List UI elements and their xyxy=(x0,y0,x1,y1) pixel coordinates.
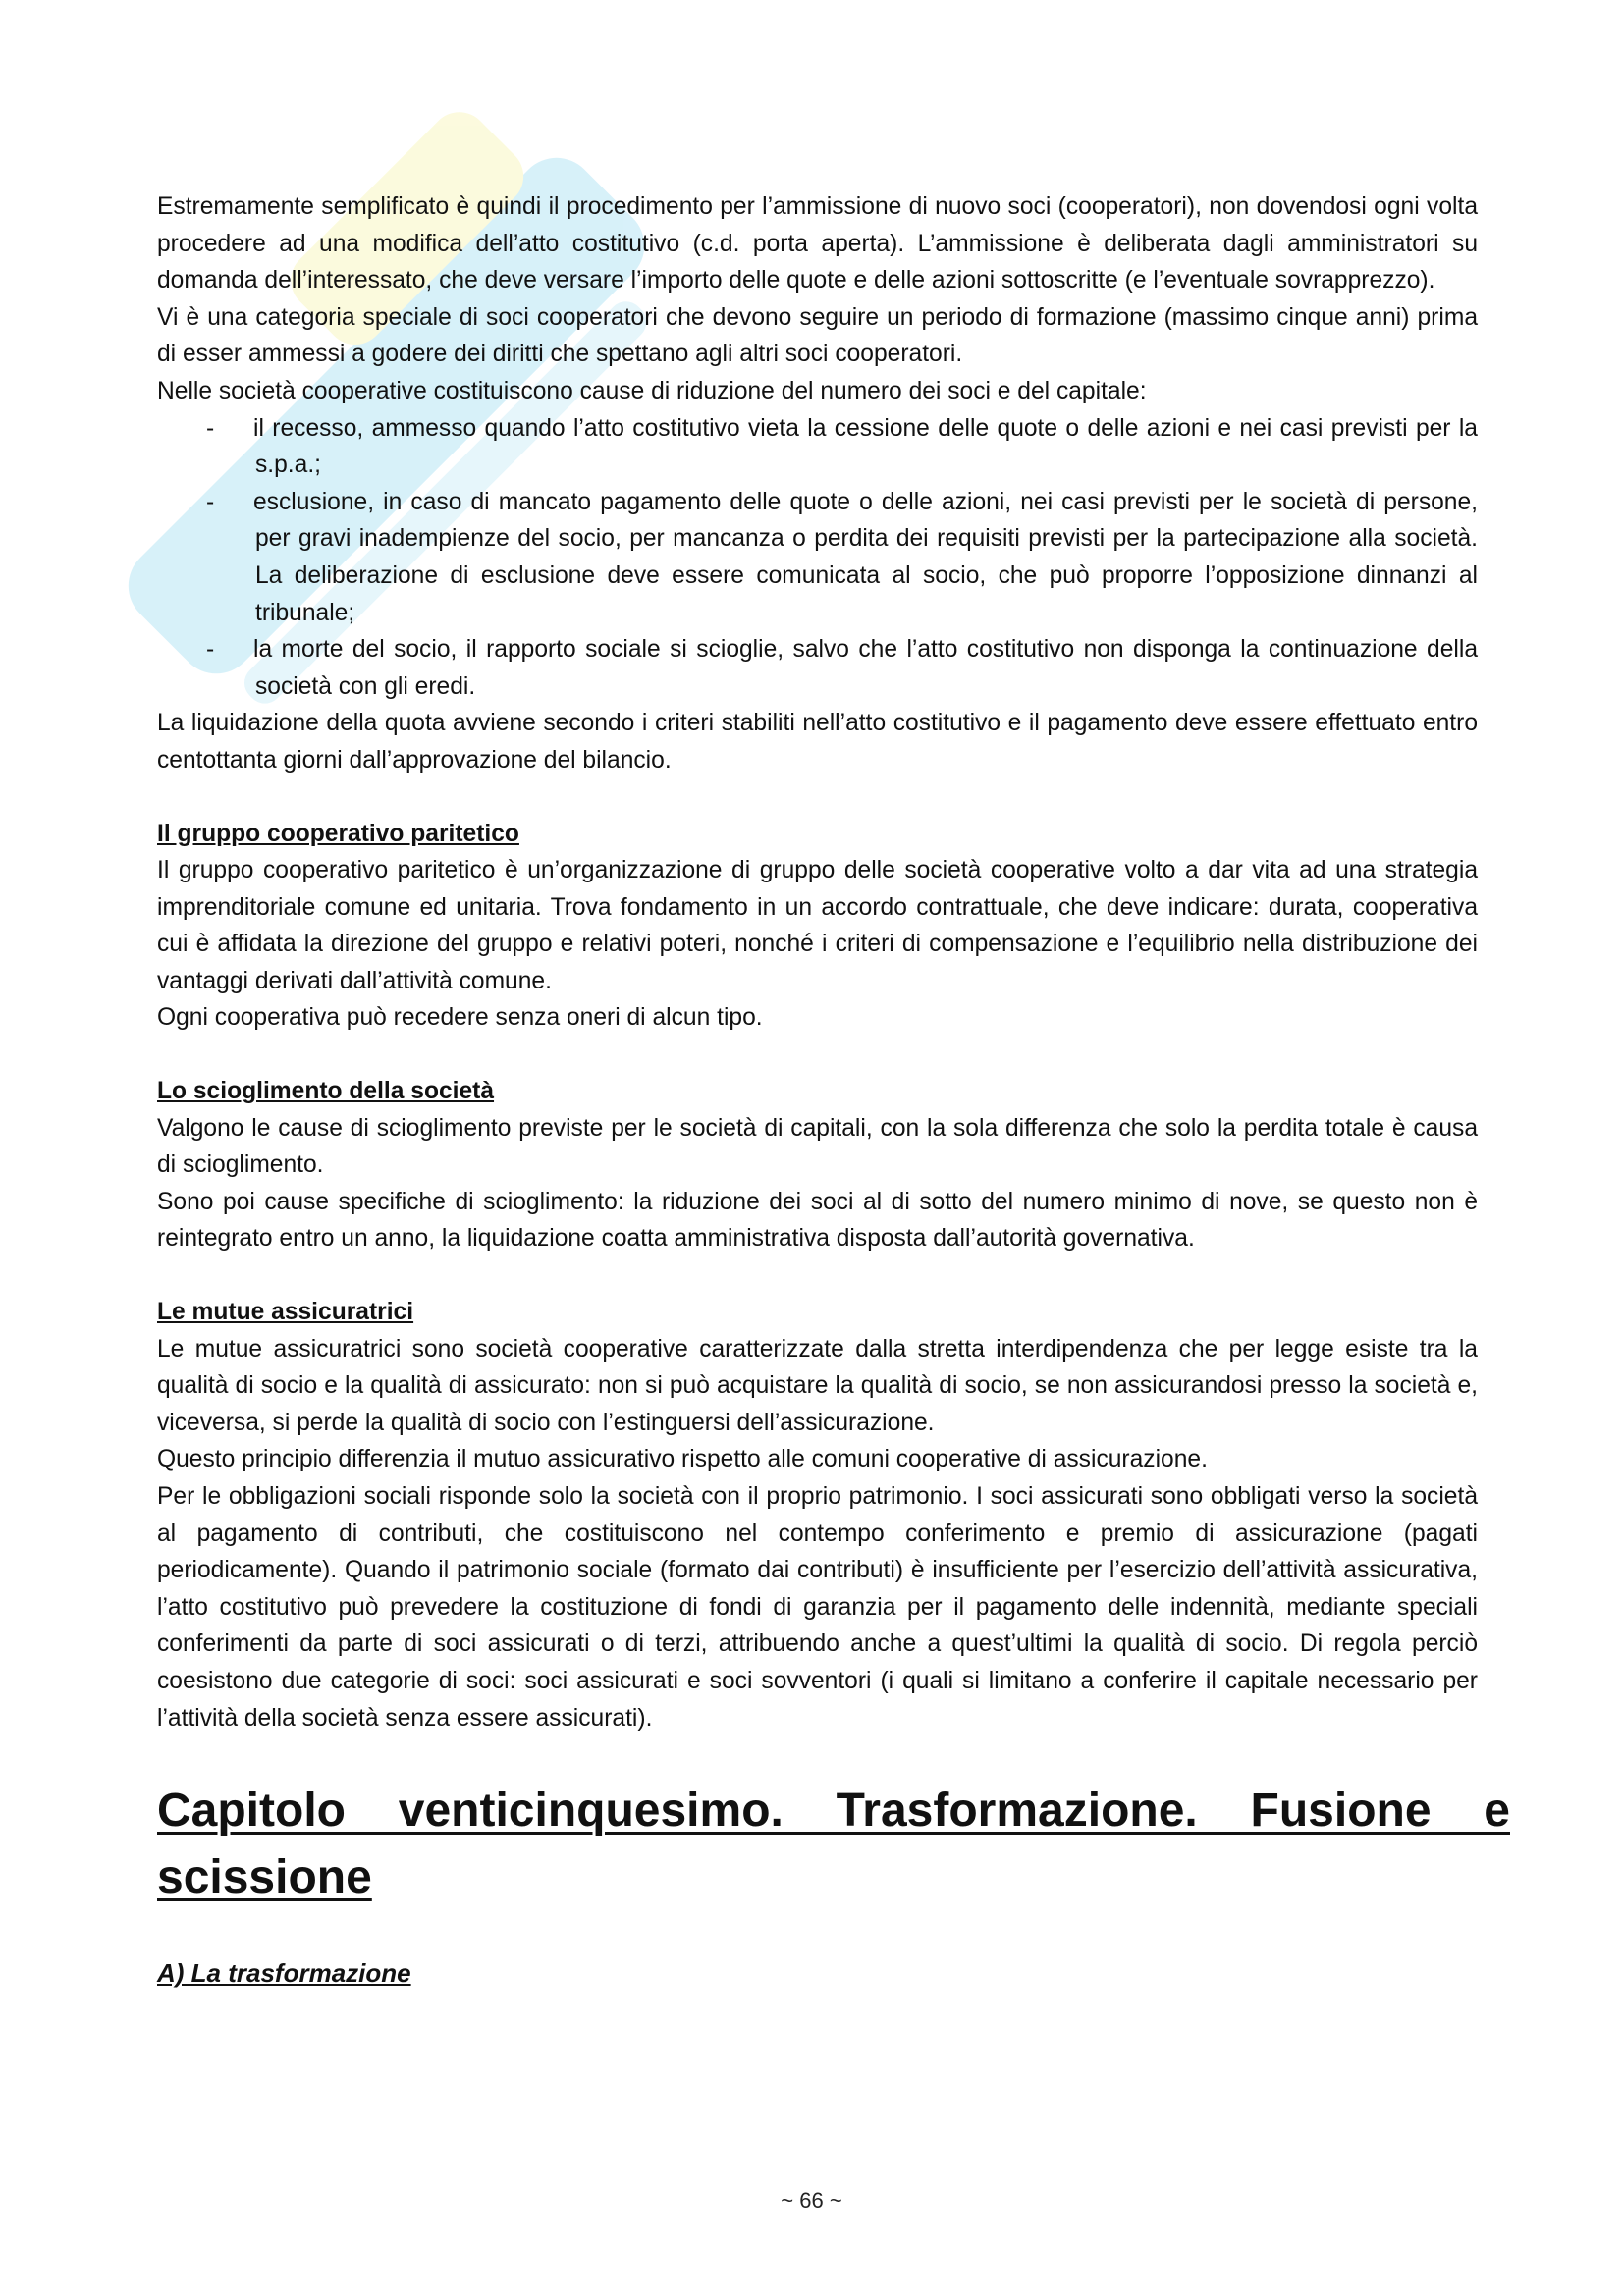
list-item xyxy=(157,631,1478,705)
mutue-paragraph-3: Per le obbligazioni sociali risponde solo la società con il proprio patrimonio. I soci assicurati sono obbligati verso la società al pagamento di contributi, che costituiscono nel contempo conferimento e premio di assicurazione (pagati periodicamente). Quando il patrimonio sociale (formato dai contributi) è insufficiente per l’esercizio dell’attività assicurativa, l’atto costitutivo può prevedere la costituzione di fondi di garanzia per il pagamento delle indennità, mediante speciali conferimenti da parte di soci assicurati o di terzi, attribuendo anche a quest’ultimi la qualità di socio. Di regola perciò coesistono due categorie di soci: soci assicurati e soci sovventori (i quali si limitano a conferire il capitale necessario per l’attività della società senza essere assicurati). xyxy=(157,1483,1478,1732)
mutue-paragraph-1: Le mutue assicuratrici sono società cooperative caratterizzate dalla stretta interdipendenza che per legge esiste tra la qualità di socio e la qualità di assicurato: non si può acquistare la qualità di socio, se non assicurandosi presso la società e, viceversa, si perde la qualità di socio con l’estinguersi dell’assicurazione. xyxy=(157,1335,1478,1436)
mutue-paragraph-2: Questo principio differenzia il mutuo assicurativo rispetto alle comuni cooperative di assicurazione. xyxy=(157,1446,1208,1473)
scioglimento-paragraph-2: Sono poi cause specifiche di scioglimento: la riduzione dei soci al di sotto del numero minimo di nove, se questo non è reintegrato entro un anno, la liquidazione coatta amministrativa disposta dall’autorità governativa. xyxy=(157,1188,1478,1253)
dash-bullet: - xyxy=(206,414,215,442)
gruppo-heading: Il gruppo cooperativo paritetico xyxy=(157,820,519,847)
scioglimento-paragraph-1: Valgono le cause di scioglimento previste per le società di capitali, con la sola differenza che solo la perdita totale è causa di scioglimento. xyxy=(157,1114,1478,1179)
dash-bullet: - xyxy=(206,488,215,515)
list-item-text: esclusione, in caso di mancato pagamento delle quote o delle azioni, nei casi previsti per le società di persone, per gravi inadempienze del socio, per mancanza o perdita dei requisiti previsti per la partecipazione alla società. La deliberazione di esclusione deve essere comunicata al socio, che può proporre l’opposizione dinnanzi al tribunale; xyxy=(253,488,1478,626)
chapter-title: Capitolo venticinquesimo. Trasformazione. Fusione e scissione xyxy=(157,1785,1510,1904)
intro-paragraph-3: Nelle società cooperative costituiscono cause di riduzione del numero dei soci e del capitale: xyxy=(157,377,1147,404)
list-item xyxy=(157,410,1478,484)
list-item-text: la morte del socio, il rapporto sociale si scioglie, salvo che l’atto costitutivo non disponga la continuazione della società con gli eredi. xyxy=(253,636,1478,700)
cause-riduzione-list xyxy=(157,410,1478,706)
section-title: A) La trasformazione xyxy=(157,1958,411,1989)
document-page xyxy=(157,188,1510,1992)
dash-bullet: - xyxy=(206,636,215,664)
gruppo-paragraph-2: Ogni cooperativa può recedere senza oneri di alcun tipo. xyxy=(157,1004,763,1032)
gruppo-paragraph-1: Il gruppo cooperativo paritetico è un’organizzazione di gruppo delle società cooperative volto a dar vita ad una strategia imprenditoriale comune ed unitaria. Trova fondamento in un accordo contrattuale, che deve indicare: durata, cooperativa cui è affidata la direzione del gruppo e relativi poteri, nonché i criteri di compensazione e l’equilibrio nella distribuzione dei vantaggi derivati dall’attività comune. xyxy=(157,857,1478,994)
list-item-text: il recesso, ammesso quando l’atto costitutivo vieta la cessione delle quote o delle azioni e nei casi previsti per la s.p.a.; xyxy=(253,414,1478,479)
mutue-heading: Le mutue assicuratrici xyxy=(157,1299,414,1326)
scioglimento-heading: Lo scioglimento della società xyxy=(157,1078,495,1105)
intro-paragraph-4: La liquidazione della quota avviene secondo i criteri stabiliti nell’atto costitutivo e il pagamento deve essere effettuato entro centottanta giorni dall’approvazione del bilancio. xyxy=(157,710,1478,774)
page-number: ~ 66 ~ xyxy=(781,2188,842,2213)
intro-paragraph-1: Estremamente semplificato è quindi il procedimento per l’ammissione di nuovo soci (cooperatori), non dovendosi ogni volta procedere ad una modifica dell’atto costitutivo (c.d. porta aperta). L’ammissione è deliberata dagli amministratori su domanda dell’interessato, che deve versare l’importo delle quote e delle azioni sottoscritte (e l’eventuale sovrapprezzo). xyxy=(157,193,1478,294)
intro-paragraph-2: Vi è una categoria speciale di soci cooperatori che devono seguire un periodo di formazione (massimo cinque anni) prima di esser ammessi a godere dei diritti che spettano agli altri soci cooperatori. xyxy=(157,303,1478,368)
list-item xyxy=(157,484,1478,631)
